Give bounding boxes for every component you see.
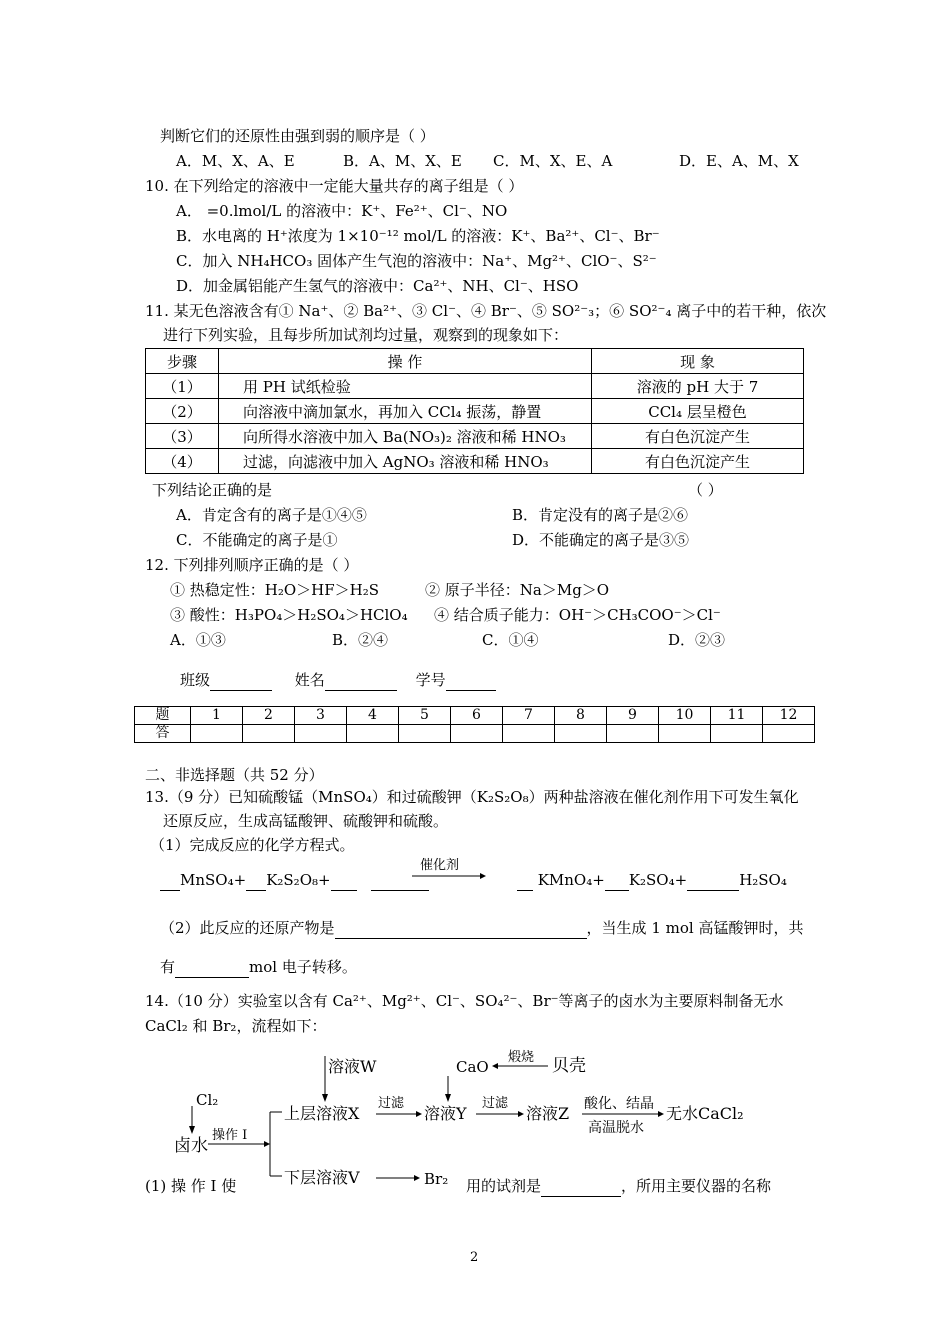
header-phenomenon: 现 象: [592, 349, 804, 374]
flow-brine: 卤水: [174, 1136, 208, 1156]
q14-instrument-label: ，所用主要仪器的名称: [621, 1177, 772, 1195]
q14-part1-line: [466, 1176, 771, 1197]
header-step: 步骤: [146, 349, 219, 374]
phenomenon-cell: 有白色沉淀产生: [592, 424, 804, 449]
electron-mol-blank[interactable]: [175, 957, 249, 978]
table-row: [146, 374, 804, 399]
name-label: 姓名: [294, 671, 325, 689]
coef-blank[interactable]: [160, 870, 180, 891]
question-label: 题: [135, 707, 191, 725]
student-info-line: [180, 670, 496, 691]
q13-stem-line2: 还原反应，生成高锰酸钾、硫酸钾和硫酸。: [163, 812, 449, 830]
coef-blank[interactable]: [246, 870, 266, 891]
flow-solution-w: 溶液W: [328, 1057, 377, 1076]
experiment-table: [145, 348, 804, 474]
eq-h2so4: H₂SO₄: [739, 871, 787, 889]
q14-reagent-label: 用的试剂是: [466, 1177, 542, 1195]
student-id-label: 学号: [415, 671, 446, 689]
coef-blank[interactable]: [331, 870, 357, 891]
q10-option-d: D．加金属铝能产生氢气的溶液中：Ca²⁺、NH、Cl⁻、HSO: [176, 277, 579, 295]
q11-stem-line1: 11. 某无色溶液含有① Na⁺、② Ba²⁺、③ Cl⁻、④ Br⁻、⑤ SO²⁻₃；⑥ SO²⁻₄ 离子中的若干种，依次: [145, 302, 827, 320]
name-field[interactable]: [325, 670, 397, 691]
q13-stem-line1: 13.（9 分）已知硫酸锰（MnSO₄）和过硫酸钾（K₂S₂O₈）两种盐溶液在催化剂作用下可发生氧化: [145, 788, 799, 806]
q14-part1-start: (1) 操 作 I 使: [145, 1177, 237, 1195]
step-cell: （1）: [146, 374, 219, 399]
coef-blank[interactable]: [517, 870, 533, 891]
page-number: 2: [470, 1250, 479, 1265]
flow-solution-y: 溶液Y: [424, 1104, 467, 1123]
eq-k2so4: K₂SO₄+: [628, 871, 688, 889]
answer-cell[interactable]: [607, 725, 659, 743]
answer-cell[interactable]: [243, 725, 295, 743]
class-field[interactable]: [210, 670, 272, 691]
flow-shell: 贝壳: [552, 1056, 586, 1076]
reaction-arrow: [410, 871, 486, 881]
experiment-table-header: [146, 349, 804, 374]
class-label: 班级: [180, 671, 211, 689]
q11-conclusion: 下列结论正确的是: [152, 481, 273, 499]
q12-option-c: C．①④: [482, 631, 539, 649]
operation-cell: 向溶液中滴加氯水，再加入 CCl₄ 振荡，静置: [219, 399, 592, 424]
answer-cell[interactable]: [399, 725, 451, 743]
flow-br2: Br₂: [424, 1170, 449, 1188]
q11-option-d: D．不能确定的离子是③⑤: [512, 531, 690, 549]
q12-item-1: ① 热稳定性：H₂O＞HF＞H₂S: [170, 581, 380, 599]
question-number: 9: [607, 707, 659, 725]
flow-lower-solution: 下层溶液V: [284, 1168, 360, 1187]
flow-product: 无水CaCl₂: [666, 1104, 744, 1123]
q12-stem: 12. 下列排列顺序正确的是（ ）: [145, 556, 359, 574]
table-row: [146, 399, 804, 424]
step-cell: （4）: [146, 449, 219, 474]
flow-cao: CaO: [456, 1058, 489, 1076]
q12-item-4: ④ 结合质子能力：OH⁻＞CH₃COO⁻＞Cl⁻: [434, 606, 721, 624]
question-number: 11: [711, 707, 763, 725]
q13-part2-line1: [160, 918, 803, 939]
student-id-field[interactable]: [446, 670, 496, 691]
q12-item-2: ② 原子半径：Na＞Mg＞O: [425, 581, 610, 599]
q13-part2-rest: ，当生成 1 mol 高锰酸钾时，共: [586, 919, 804, 937]
q13-part2-line2: [160, 957, 357, 978]
q10-option-a: A． =0.lmol/L 的溶液中：K⁺、Fe²⁺、Cl⁻、NO: [176, 202, 508, 220]
flow-upper-solution: 上层溶液X: [284, 1104, 360, 1123]
eq-k2s2o8: K₂S₂O₈+: [266, 871, 331, 889]
eq-mnso4: MnSO₄+: [180, 871, 247, 889]
q11-option-c: C．不能确定的离子是①: [176, 531, 338, 549]
question-number: 3: [295, 707, 347, 725]
phenomenon-cell: 溶液的 pH 大于 7: [592, 374, 804, 399]
answer-table-answer-row: [135, 725, 815, 743]
answer-cell[interactable]: [451, 725, 503, 743]
step-cell: （2）: [146, 399, 219, 424]
flow-filter-2: 过滤: [482, 1096, 509, 1111]
q11-option-a: A．肯定含有的离子是①④⑤: [176, 506, 367, 524]
flow-operation-1: 操作 I: [212, 1128, 248, 1143]
reduction-product-blank[interactable]: [335, 918, 587, 939]
q10-stem: 10. 在下列给定的溶液中一定能大量共存的离子组是（ ）: [145, 177, 524, 195]
answer-label: 答: [135, 725, 191, 743]
header-operation: 操 作: [219, 349, 592, 374]
question-number: 2: [243, 707, 295, 725]
q13-part2-label: （2）此反应的还原产物是: [160, 919, 335, 937]
q9-option-b: B．A、M、X、E: [343, 152, 462, 170]
operation-cell: 用 PH 试纸检验: [219, 374, 592, 399]
answer-cell[interactable]: [347, 725, 399, 743]
coef-blank[interactable]: [687, 870, 739, 891]
question-number: 12: [763, 707, 815, 725]
q10-option-b: B．水电离的 H⁺浓度为 1×10⁻¹² mol/L 的溶液：K⁺、Ba²⁺、Cl⁻、Br⁻: [176, 227, 660, 245]
q10-option-c: C．加入 NH₄HCO₃ 固体产生气泡的溶液中：Na⁺、Mg²⁺、ClO⁻、S²⁻: [176, 252, 657, 270]
q12-option-b: B．②④: [332, 631, 389, 649]
q12-option-a: A．①③: [170, 631, 226, 649]
section-2-title: 二、非选择题（共 52 分）: [145, 766, 324, 784]
q11-stem-line2: 进行下列实验，且每步所加试剂均过量，观察到的现象如下：: [163, 326, 569, 344]
question-number: 5: [399, 707, 451, 725]
question-number: 4: [347, 707, 399, 725]
q12-option-d: D．②③: [668, 631, 726, 649]
operation-cell: 过滤，向滤液中加入 AgNO₃ 溶液和稀 HNO₃: [219, 449, 592, 474]
answer-cell[interactable]: [711, 725, 763, 743]
q14-stem-line1: 14.（10 分）实验室以含有 Ca²⁺、Mg²⁺、Cl⁻、SO₄²⁻、Br⁻等离子的卤水为主要原料制备无水: [145, 992, 784, 1010]
phenomenon-cell: CCl₄ 层呈橙色: [592, 399, 804, 424]
flow-cl2: Cl₂: [196, 1091, 219, 1109]
question-number: 8: [555, 707, 607, 725]
flow-filter-1: 过滤: [378, 1096, 405, 1111]
flow-calcine: 煅烧: [508, 1050, 535, 1065]
coef-blank[interactable]: [605, 870, 629, 891]
question-number: 1: [191, 707, 243, 725]
q11-paren: （ ）: [688, 481, 723, 499]
q12-item-3: ③ 酸性：H₃PO₄＞H₂SO₄＞HClO₄: [170, 606, 408, 624]
eq-kmno4: KMnO₄+: [537, 871, 605, 889]
answer-table-number-row: [135, 707, 815, 725]
q13-part1: （1）完成反应的化学方程式。: [150, 836, 355, 854]
table-row: [146, 424, 804, 449]
flow-dehydrate: 高温脱水: [588, 1120, 644, 1136]
flow-acidify: 酸化、结晶: [584, 1096, 654, 1112]
q9-stem: 判断它们的还原性由强到弱的顺序是（ ）: [160, 127, 435, 145]
operation-cell: 向所得水溶液中加入 Ba(NO₃)₂ 溶液和稀 HNO₃: [219, 424, 592, 449]
answer-cell[interactable]: [503, 725, 555, 743]
phenomenon-cell: 有白色沉淀产生: [592, 449, 804, 474]
question-number: 7: [503, 707, 555, 725]
question-number: 6: [451, 707, 503, 725]
answer-cell[interactable]: [763, 725, 815, 743]
q9-option-a: A．M、X、A、E: [176, 152, 295, 170]
answer-cell[interactable]: [659, 725, 711, 743]
q14-stem-line2: CaCl₂ 和 Br₂，流程如下：: [145, 1017, 327, 1035]
reagent-blank[interactable]: [541, 1176, 621, 1197]
step-cell: （3）: [146, 424, 219, 449]
catalyst-label: 催化剂: [420, 858, 460, 873]
q13-part2-you: 有: [160, 958, 176, 976]
answer-cell[interactable]: [555, 725, 607, 743]
table-row: [146, 449, 804, 474]
answer-cell[interactable]: [295, 725, 347, 743]
q9-option-c: C．M、X、E、A: [493, 152, 613, 170]
question-number: 10: [659, 707, 711, 725]
answer-table: [134, 706, 815, 743]
flow-solution-z: 溶液Z: [526, 1104, 570, 1123]
q9-option-d: D．E、A、M、X: [679, 152, 799, 170]
answer-cell[interactable]: [191, 725, 243, 743]
q11-option-b: B．肯定没有的离子是②⑥: [512, 506, 689, 524]
q13-part2-end: mol 电子转移。: [249, 958, 357, 976]
